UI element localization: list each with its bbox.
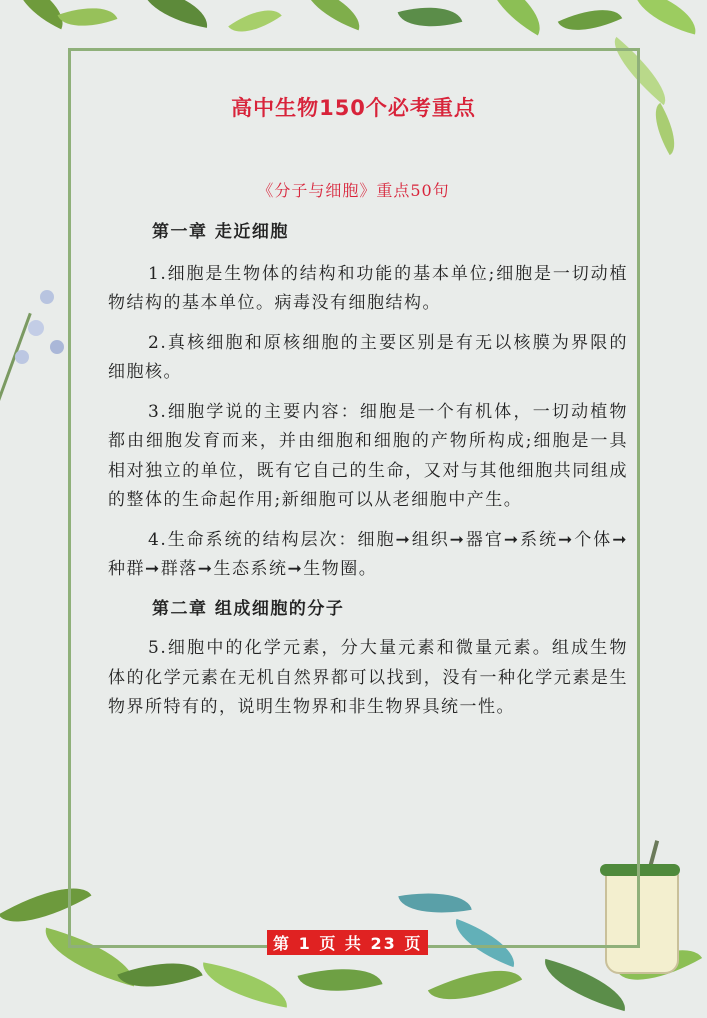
- page-suffix: 页: [404, 934, 423, 953]
- page-prefix: 第: [273, 934, 292, 953]
- page-title: 高中生物150个必考重点: [231, 96, 476, 120]
- page-counter: [267, 930, 428, 955]
- page-middle: 页 共: [319, 934, 363, 953]
- chapter-heading: 第二章 组成细胞的分子: [152, 598, 345, 619]
- current-page: 1: [298, 934, 312, 953]
- chapter-heading: 第一章 走近细胞: [152, 222, 289, 242]
- key-point: 5.细胞中的化学元素，分大量元素和微量元素。组成生物体的化学元素在无机自然界都可以找到，没有一种化学元素是生物界所特有的，说明生物界和非生物界具统一性。: [108, 638, 628, 717]
- document-body: [108, 218, 628, 723]
- key-point: 4.生命系统的结构层次：细胞➞组织➞器官➞系统➞个体➞种群➞群落➞生态系统➞生物圈。: [108, 529, 628, 579]
- key-point: 3.细胞学说的主要内容：细胞是一个有机体，一切动植物都由细胞发育而来，并由细胞和细胞的产物所构成;细胞是一具相对独立的单位，既有它自己的生命，又对与其他细胞共同组成的整体的生命起作用;新细胞可以从老细胞中产生。: [108, 401, 628, 510]
- total-pages: 23: [370, 934, 397, 953]
- key-point: 2.真核细胞和原核细胞的主要区别是有无以核膜为界限的细胞核。: [108, 332, 628, 382]
- key-point: 1.细胞是生物体的结构和功能的基本单位;细胞是一切动植物结构的基本单位。病毒没有细胞结构。: [108, 263, 628, 313]
- section-subtitle: 《分子与细胞》重点50句: [257, 181, 450, 200]
